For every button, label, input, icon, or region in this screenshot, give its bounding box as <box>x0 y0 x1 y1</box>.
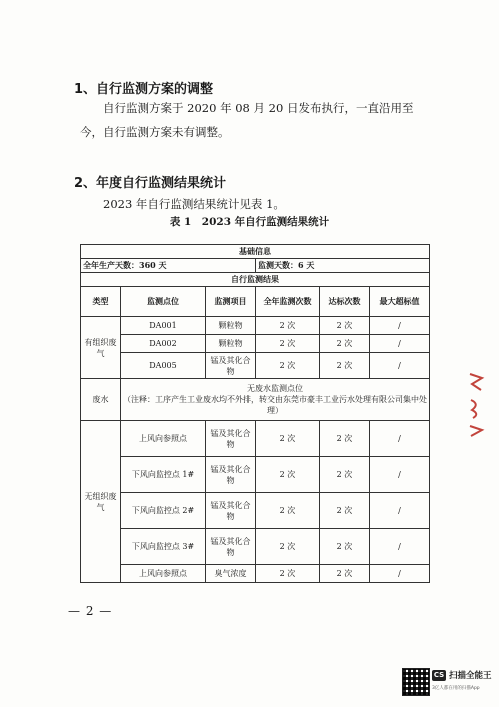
cell-count: 2 次 <box>256 565 320 583</box>
monitoring-results-table <box>80 244 430 583</box>
cell-point: 下风向监控点 2# <box>121 493 206 529</box>
monitoring-days: 监测天数：6 天 <box>256 259 430 273</box>
cell-item: 锰及其化合物 <box>206 421 256 457</box>
wastewater-no-points: 无废水监测点位 <box>247 384 304 393</box>
cell-point: 下风向监控点 1# <box>121 457 206 493</box>
table-row <box>81 421 430 457</box>
section-2-heading: 2、年度自行监测结果统计 <box>74 176 227 191</box>
table-row <box>81 457 430 493</box>
cell-point: 上风向参照点 <box>121 565 206 583</box>
section-2-paragraph: 2023 年自行监测结果统计见表 1。 <box>103 197 285 211</box>
cell-max: / <box>370 565 430 583</box>
header-item: 监测项目 <box>206 287 256 317</box>
camscanner-tagline: 3亿人都在用的扫描App <box>432 686 480 691</box>
cell-count: 2 次 <box>256 493 320 529</box>
type-wastewater: 废水 <box>81 379 121 421</box>
cell-point: DA005 <box>121 353 206 379</box>
cell-count: 2 次 <box>256 457 320 493</box>
table-caption: 表 1 2023 年自行监测结果统计 <box>169 216 330 228</box>
cell-pass: 2 次 <box>320 317 370 335</box>
table-row-wastewater <box>81 379 430 421</box>
cell-item: 锰及其化合物 <box>206 529 256 565</box>
cell-point: DA001 <box>121 317 206 335</box>
cell-max: / <box>370 457 430 493</box>
cell-pass: 2 次 <box>320 493 370 529</box>
type-unorganized-gas: 无组织废气 <box>81 421 121 583</box>
cell-item: 颗粒物 <box>206 317 256 335</box>
cell-item: 锰及其化合物 <box>206 353 256 379</box>
type-organized-gas: 有组织废气 <box>81 317 121 379</box>
header-pass-count: 达标次数 <box>320 287 370 317</box>
cell-item: 臭气浓度 <box>206 565 256 583</box>
cell-max: / <box>370 317 430 335</box>
cell-count: 2 次 <box>256 421 320 457</box>
section-1-paragraph-line-2: 今，自行监测方案未有调整。 <box>80 125 230 139</box>
cell-pass: 2 次 <box>320 335 370 353</box>
header-max-exceed: 最大超标值 <box>370 287 430 317</box>
cell-point: 上风向参照点 <box>121 421 206 457</box>
header-point: 监测点位 <box>121 287 206 317</box>
cell-item: 锰及其化合物 <box>206 457 256 493</box>
table-row <box>81 353 430 379</box>
cell-item: 锰及其化合物 <box>206 493 256 529</box>
cell-pass: 2 次 <box>320 565 370 583</box>
cell-pass: 2 次 <box>320 457 370 493</box>
seal-stamp-fragment <box>466 370 486 440</box>
cell-count: 2 次 <box>256 335 320 353</box>
cell-count: 2 次 <box>256 353 320 379</box>
camscanner-name: 扫描全能王 <box>449 671 492 681</box>
cell-pass: 2 次 <box>320 353 370 379</box>
page-number: — 2 — <box>68 604 113 618</box>
wastewater-note <box>121 379 430 421</box>
table-row <box>81 317 430 335</box>
basic-info-title: 基础信息 <box>81 245 430 259</box>
results-title: 自行监测结果 <box>81 273 430 287</box>
section-1-paragraph-line-1: 自行监测方案于 2020 年 08 月 20 日发布执行，一直沿用至 <box>103 101 414 115</box>
cell-item: 颗粒物 <box>206 335 256 353</box>
cell-pass: 2 次 <box>320 421 370 457</box>
table-row <box>81 335 430 353</box>
cell-max: / <box>370 353 430 379</box>
camscanner-logo-icon: CS <box>433 671 445 679</box>
cell-count: 2 次 <box>256 529 320 565</box>
cell-point: DA002 <box>121 335 206 353</box>
cell-pass: 2 次 <box>320 529 370 565</box>
section-1-heading: 1、自行监测方案的调整 <box>74 82 214 97</box>
header-annual-count: 全年监测次数 <box>256 287 320 317</box>
table-row <box>81 529 430 565</box>
cell-point: 下风向监控点 3# <box>121 529 206 565</box>
table-row <box>81 565 430 583</box>
table-row <box>81 493 430 529</box>
cell-max: / <box>370 335 430 353</box>
header-type: 类型 <box>81 287 121 317</box>
qr-code-icon <box>402 668 430 696</box>
cell-max: / <box>370 421 430 457</box>
table-header-row <box>81 287 430 317</box>
cell-max: / <box>370 529 430 565</box>
cell-max: / <box>370 493 430 529</box>
cell-count: 2 次 <box>256 317 320 335</box>
production-days: 全年生产天数：360 天 <box>81 259 256 273</box>
wastewater-remark: （注释：工序产生工业废水均不外排，转交由东莞市豪丰工业污水处理有限公司集中处理） <box>123 395 428 415</box>
